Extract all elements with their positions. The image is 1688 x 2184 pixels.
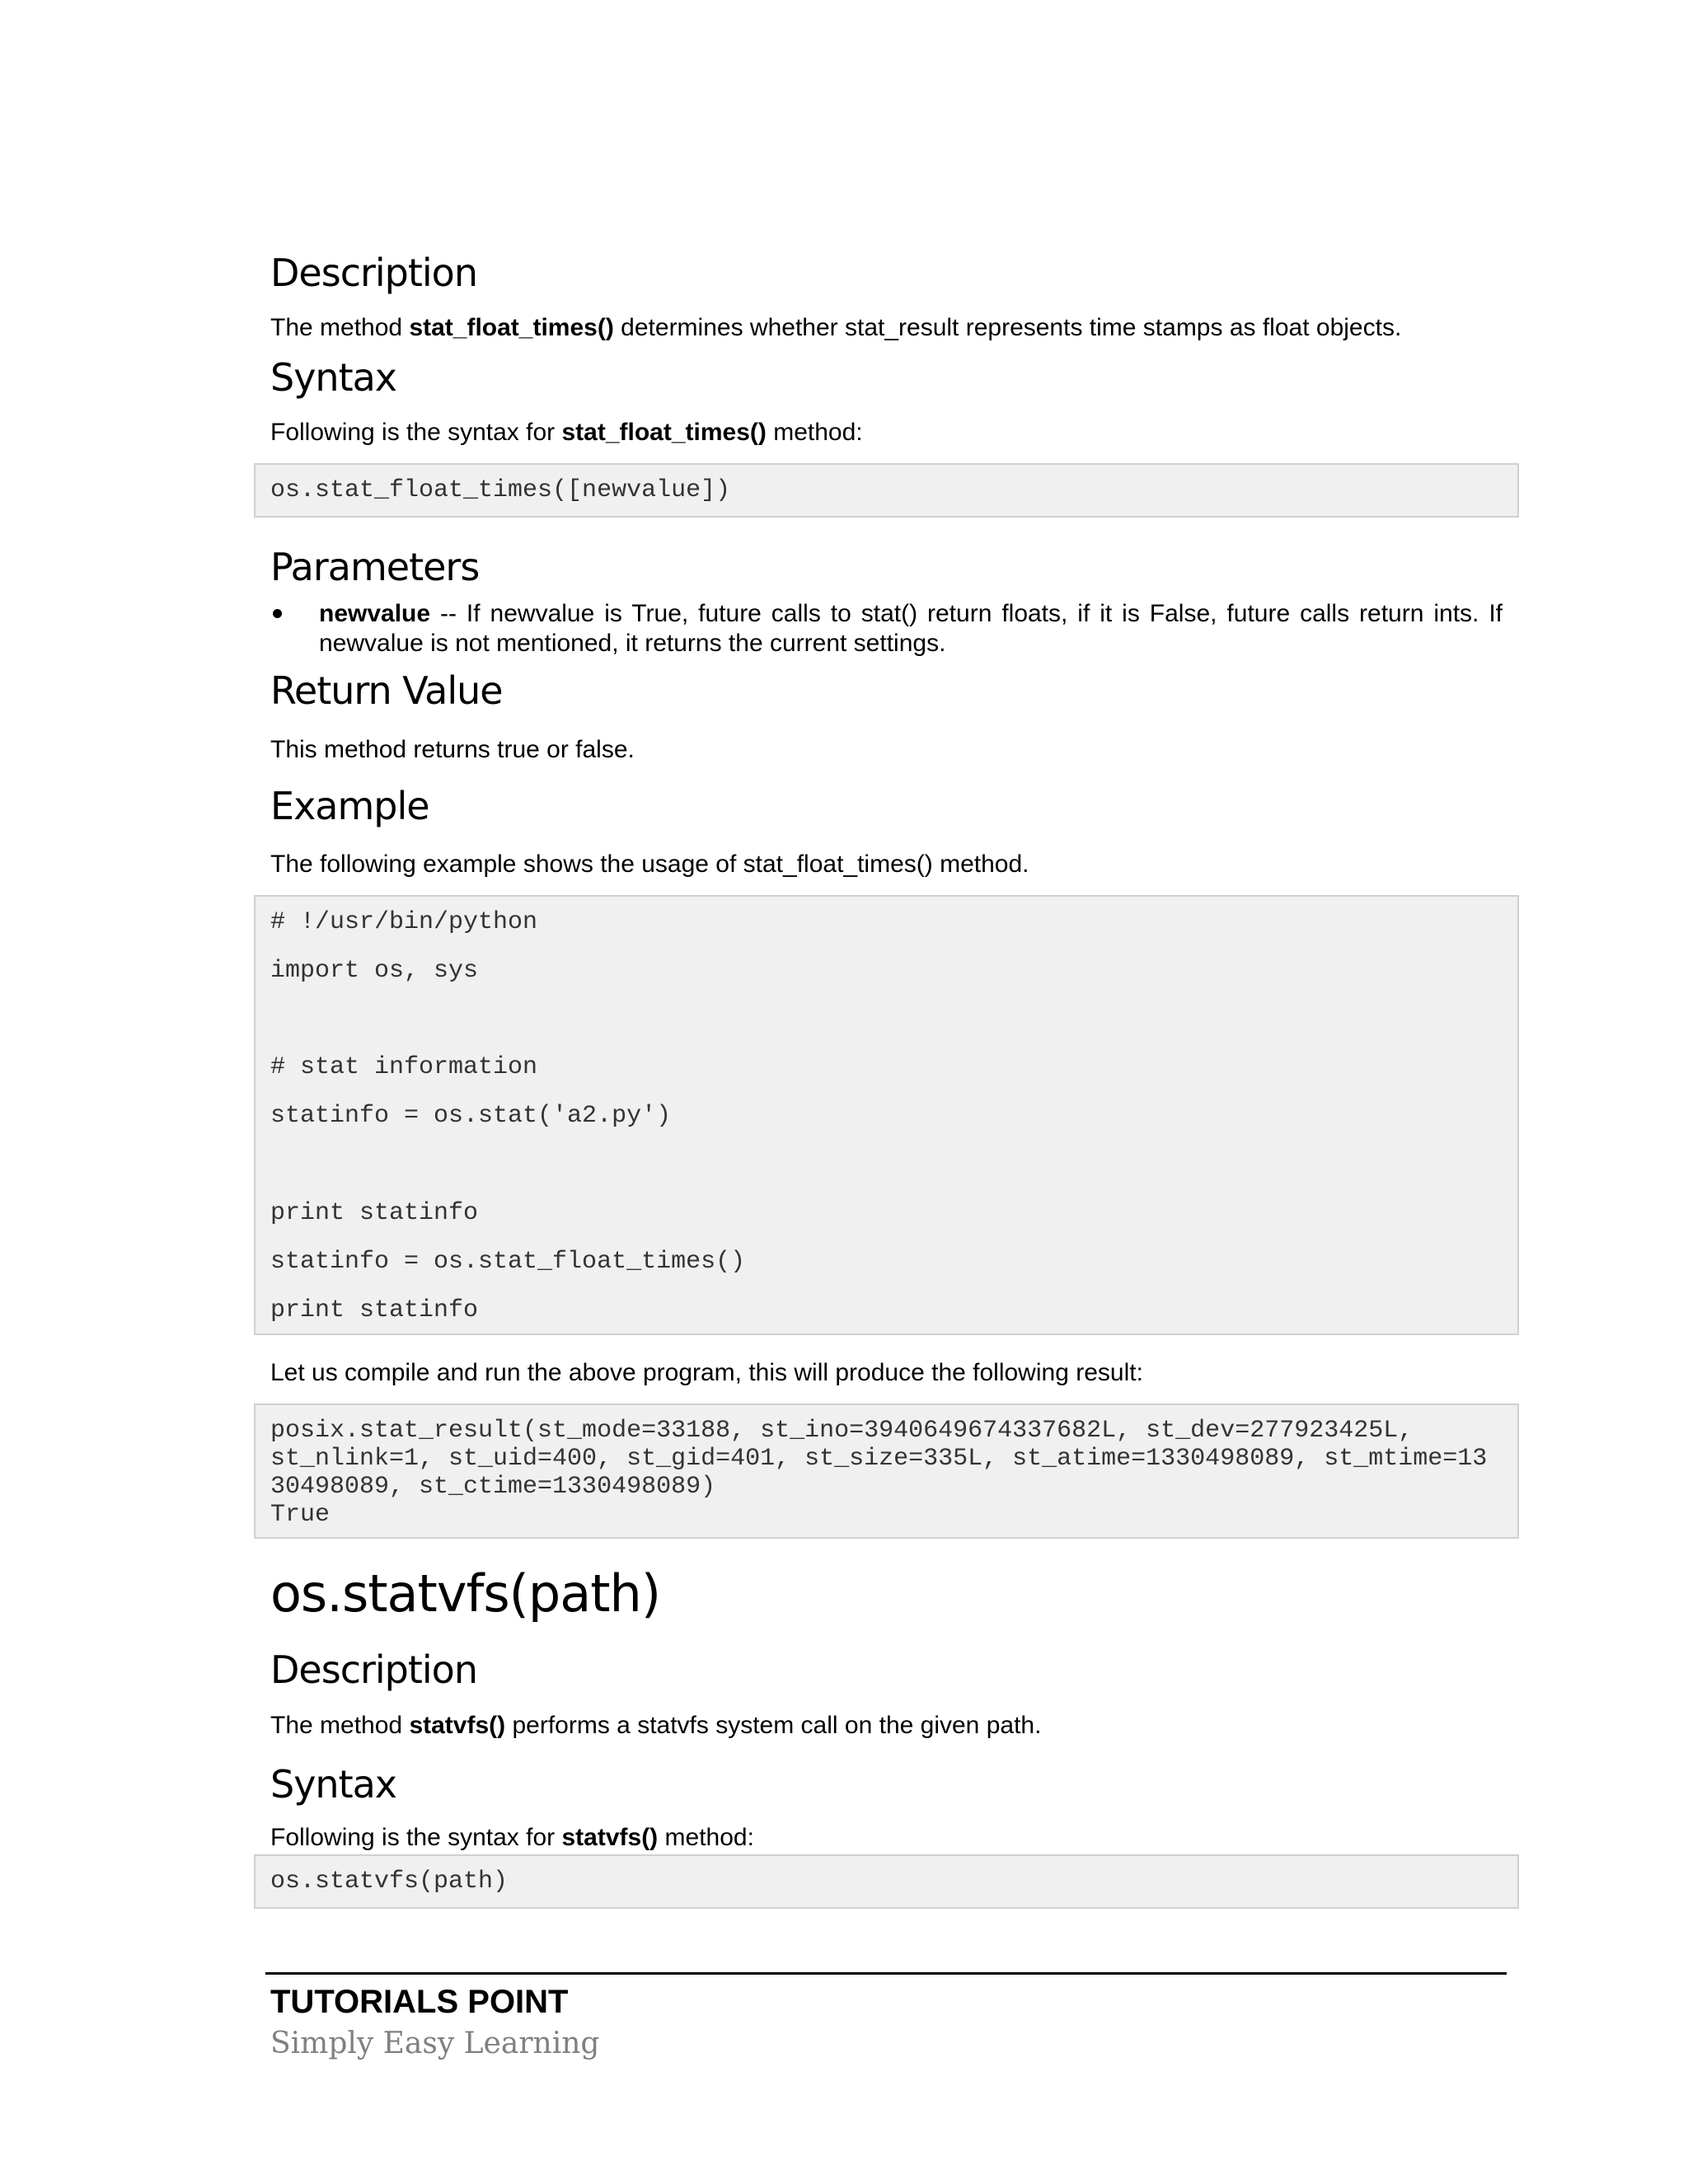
code-line: os.stat_float_times([newvalue]) — [270, 476, 731, 504]
syntax-text: Following is the syntax for stat_float_times() method: — [270, 419, 863, 446]
description-heading: Description — [270, 1647, 477, 1692]
code-line: print statinfo — [270, 1296, 479, 1324]
code-line: print statinfo — [270, 1199, 479, 1227]
code-line: os.statvfs(path) — [270, 1868, 509, 1896]
return-value-heading: Return Value — [270, 668, 503, 713]
syntax-heading: Syntax — [270, 355, 397, 400]
code-line: # stat information — [270, 1053, 538, 1081]
footer-tagline: Simply Easy Learning — [270, 2027, 600, 2060]
syntax-heading: Syntax — [270, 1762, 397, 1807]
result-intro-text: Let us compile and run the above program, this will produce the following result: — [270, 1359, 1143, 1386]
section-title: os.statvfs(path) — [270, 1563, 661, 1624]
parameter-item — [319, 599, 1503, 658]
code-line: True — [270, 1501, 331, 1529]
parameters-heading: Parameters — [270, 545, 480, 589]
code-line: posix.stat_result(st_mode=33188, st_ino=3940649674337682L, st_dev=277923425L, — [270, 1417, 1414, 1445]
footer-brand: TUTORIALS POINT — [270, 1984, 569, 2020]
example-code-block — [254, 895, 1519, 1335]
result-code-block — [254, 1404, 1519, 1539]
description-heading: Description — [270, 251, 477, 295]
bullet-icon — [273, 609, 282, 618]
syntax-text: Following is the syntax for statvfs() method: — [270, 1824, 754, 1851]
description-text: The method stat_float_times() determines whether stat_result represents time stamps as float objects. — [270, 314, 1402, 341]
code-line: import os, sys — [270, 957, 479, 985]
parameter-description: -- If newvalue is True, future calls to stat() return floats, if it is False, future calls return ints. If newvalue is not mentioned, it returns the current settings. — [319, 600, 1503, 657]
code-line: 30498089, st_ctime=1330498089) — [270, 1473, 716, 1501]
parameter-name: newvalue — [319, 600, 431, 627]
code-line: statinfo = os.stat('a2.py') — [270, 1102, 672, 1130]
example-heading: Example — [270, 784, 429, 828]
code-line: statinfo = os.stat_float_times() — [270, 1248, 746, 1276]
syntax-code-block — [254, 463, 1519, 518]
syntax-code-block — [254, 1854, 1519, 1909]
return-value-text: This method returns true or false. — [270, 736, 635, 763]
footer-divider — [265, 1972, 1507, 1975]
example-text: The following example shows the usage of stat_float_times() method. — [270, 851, 1029, 878]
code-line: st_nlink=1, st_uid=400, st_gid=401, st_size=335L, st_atime=1330498089, st_mtime=13 — [270, 1445, 1488, 1473]
code-line: # !/usr/bin/python — [270, 908, 538, 936]
description-text: The method statvfs() performs a statvfs system call on the given path. — [270, 1712, 1042, 1739]
